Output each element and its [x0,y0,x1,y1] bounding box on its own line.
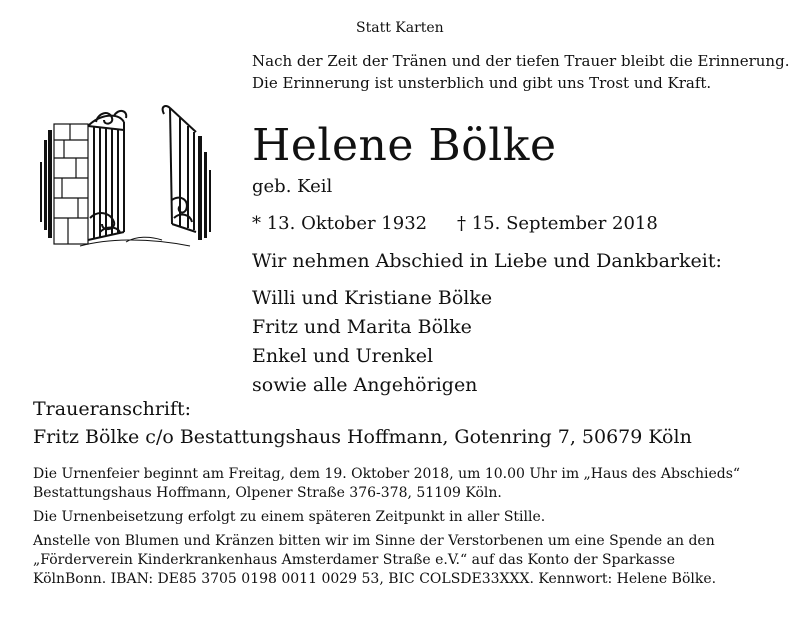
birth-date: * 13. Oktober 1932 [252,213,428,234]
quote-line: Nach der Zeit der Tränen und der tiefen Trauer bleibt die Erinnerung. [252,52,790,70]
interment-note: Die Urnenbeisetzung erfolgt zu einem späteren Zeitpunkt in aller Stille. [33,509,546,525]
garden-gate-illustration [40,100,212,252]
mourner-entry: Willi und Kristiane Bölke [252,287,493,309]
ceremony-line: Die Urnenfeier beginnt am Freitag, dem 19. Oktober 2018, um 10.00 Uhr im „Haus des Abschieds“ [33,466,741,482]
memorial-quote [252,50,789,94]
donation-line: Anstelle von Blumen und Kränzen bitten wir im Sinne der Verstorbenen um eine Spende an den [33,533,715,549]
deceased-name: Helene Bölke [252,120,557,171]
mourner-entry: Enkel und Urenkel [252,345,434,367]
donation-line: KölnBonn. IBAN: DE85 3705 0198 0011 0029 53, BIC COLSDE33XXX. Kennwort: Helene Bölke. [33,571,717,587]
notes-block [33,465,740,589]
mourner-entry: sowie alle Angehörigen [252,374,478,396]
farewell-line: Wir nehmen Abschied in Liebe und Dankbarkeit: [252,250,722,272]
mourner-entry: Fritz und Marita Bölke [252,316,472,338]
maiden-name: geb. Keil [252,176,333,197]
quote-line: Die Erinnerung ist unsterblich und gibt uns Trost und Kraft. [252,74,712,92]
ceremony-line: Bestattungshaus Hoffmann, Olpener Straße 376-378, 51109 Köln. [33,485,502,501]
mourners-list [252,284,492,400]
header-label: Statt Karten [356,20,444,36]
address-label: Traueranschrift: [33,398,192,420]
donation-line: „Förderverein Kinderkrankenhaus Amsterdamer Straße e.V.“ auf das Konto der Sparkasse [33,552,676,568]
death-date: † 15. September 2018 [457,213,658,234]
mourning-address: Fritz Bölke c/o Bestattungshaus Hoffmann, Gotenring 7, 50679 Köln [33,426,692,448]
